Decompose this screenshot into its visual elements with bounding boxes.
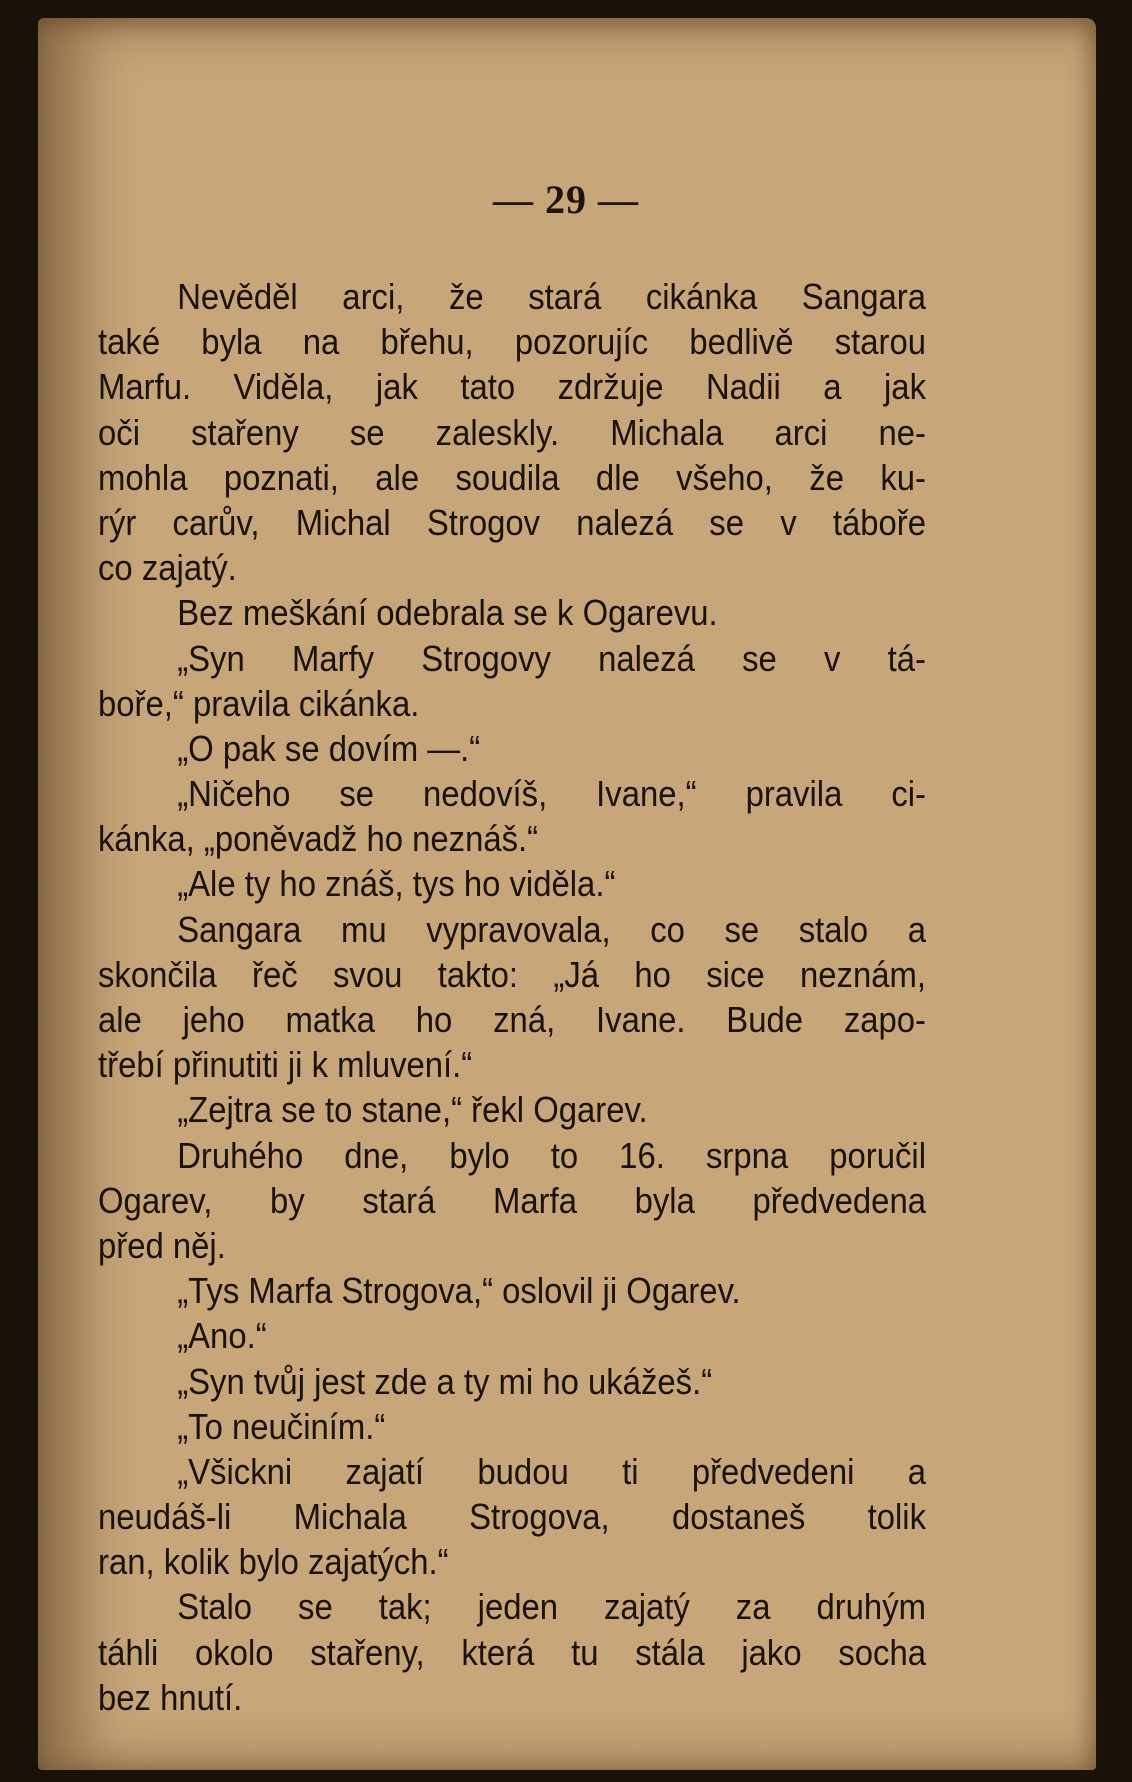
text-line: před něj. bbox=[98, 1224, 226, 1266]
text-line: Marfu. Viděla, jak tato zdržuje Nadii a jak bbox=[98, 366, 926, 408]
text-line: boře,“ pravila cikánka. bbox=[98, 682, 420, 724]
text-line: „O pak se dovím —.“ bbox=[177, 727, 481, 769]
text-line: „Ale ty ho znáš, tys ho viděla.“ bbox=[177, 863, 616, 905]
body-text bbox=[98, 274, 926, 1720]
text-line: skončila řeč svou takto: „Já ho sice neznám, bbox=[98, 953, 926, 995]
text-line: kánka, „poněvadž ho neznáš.“ bbox=[98, 818, 539, 860]
text-line: „Ano.“ bbox=[177, 1315, 267, 1357]
text-line: „To neučiním.“ bbox=[177, 1405, 386, 1447]
text-line: Stalo se tak; jeden zajatý za druhým bbox=[177, 1586, 926, 1628]
text-line: Bez meškání odebrala se k Ogarevu. bbox=[177, 592, 718, 634]
text-line: táhli okolo stařeny, která tu stála jako socha bbox=[98, 1631, 926, 1673]
text-line: Nevěděl arci, že stará cikánka Sangara bbox=[177, 276, 926, 317]
text-line: neudáš-li Michala Strogova, dostaneš tolik bbox=[98, 1496, 926, 1538]
text-line: ran, kolik bylo zajatých.“ bbox=[98, 1541, 449, 1583]
text-line: Sangara mu vypravovala, co se stalo a bbox=[177, 908, 926, 950]
text-line: ale jeho matka ho zná, Ivane. Bude zapo- bbox=[98, 999, 926, 1040]
text-line: „Syn Marfy Strogovy nalezá se v tá- bbox=[177, 637, 926, 679]
page-number: — 29 — bbox=[493, 177, 639, 222]
text-line: rýr carův, Michal Strogov nalezá se v táboře bbox=[98, 501, 926, 543]
text-line: „Syn tvůj jest zde a ty mi ho ukážeš.“ bbox=[177, 1360, 713, 1402]
text-line: co zajatý. bbox=[98, 547, 237, 589]
text-line: „Zejtra se to stane,“ řekl Ogarev. bbox=[177, 1089, 648, 1131]
text-line: Ogarev, by stará Marfa byla předvedena bbox=[98, 1179, 926, 1221]
text-line: mohla poznati, ale soudila dle všeho, že ku- bbox=[98, 456, 926, 498]
text-line: také byla na břehu, pozorujíc bedlivě starou bbox=[98, 321, 926, 363]
text-line: oči stařeny se zaleskly. Michala arci ne- bbox=[98, 411, 926, 453]
text-line: Druhého dne, bylo to 16. srpna poručil bbox=[177, 1134, 926, 1176]
text-line: bez hnutí. bbox=[98, 1676, 243, 1718]
text-line: „Ničeho se nedovíš, Ivane,“ pravila ci- bbox=[177, 773, 926, 815]
text-line: „Všickni zajatí budou ti předvedeni a bbox=[177, 1450, 926, 1492]
text-line: třebí přinutiti ji k mluvení.“ bbox=[98, 1044, 473, 1086]
text-line: „Tys Marfa Strogova,“ oslovil ji Ogarev. bbox=[177, 1270, 741, 1312]
